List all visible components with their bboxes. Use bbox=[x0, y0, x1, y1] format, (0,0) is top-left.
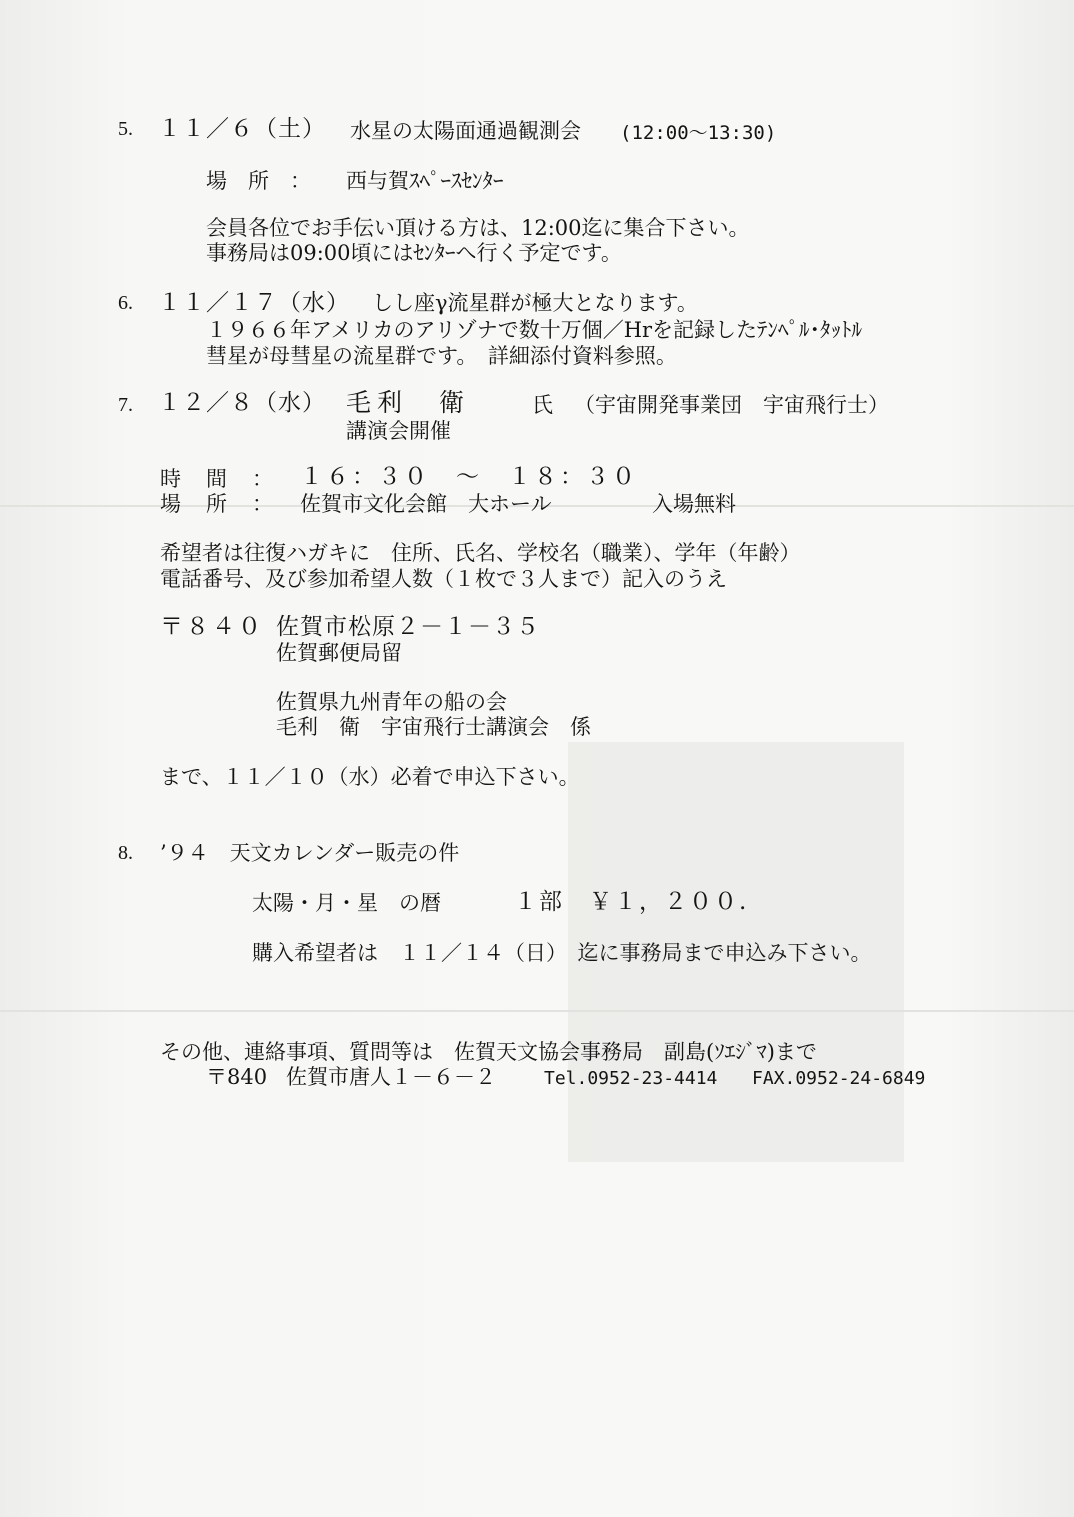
item8-product: 太陽・月・星 の暦 bbox=[252, 891, 441, 915]
contact-line1: その他、連絡事項、質問等は 佐賀天文協会事務局 副島(ｿｴｼﾞﾏ)まで bbox=[160, 1040, 817, 1064]
item8-order: 購入希望者は １１／１４（日） 迄に事務局まで申込み下さい。 bbox=[252, 941, 872, 965]
item5-venue: 西与賀ｽﾍﾟｰｽｾﾝﾀｰ bbox=[346, 169, 504, 193]
item8-number: 8. bbox=[118, 842, 133, 864]
contact-tel: Tel.0952-23-4414 bbox=[544, 1068, 718, 1089]
item7-event: 講演会開催 bbox=[346, 419, 451, 443]
item7-apply2: 電話番号、及び参加希望人数（１枚で３人まで）記入のうえ bbox=[160, 567, 727, 591]
item8-price: １部 ￥１，２００. bbox=[514, 889, 749, 915]
paper-fold-line bbox=[0, 1010, 1074, 1012]
item5-title: 水星の太陽面通過観測会 bbox=[350, 119, 581, 143]
contact-fax: FAX.0952-24-6849 bbox=[752, 1068, 926, 1089]
item7-place-label: 場 所 ： bbox=[160, 492, 275, 516]
item7-time: １６：３０ ～ １８：３０ bbox=[300, 464, 638, 490]
item7-number: 7. bbox=[118, 394, 133, 416]
item6-date: １１／１７（水） bbox=[158, 290, 350, 316]
item7-apply1: 希望者は往復ハガキに 住所、氏名、学校名（職業）、学年（年齢） bbox=[160, 541, 801, 565]
item7-affiliation: （宇宙開発事業団 宇宙飛行士） bbox=[574, 393, 889, 417]
item5-note2: 事務局は09:00頃にはｾﾝﾀｰへ行く予定です。 bbox=[206, 241, 622, 265]
item6-title: しし座γ流星群が極大となります。 bbox=[372, 291, 698, 315]
item6-number: 6. bbox=[118, 292, 133, 314]
item7-admission: 入場無料 bbox=[652, 492, 736, 516]
item7-honorific: 氏 bbox=[532, 393, 553, 417]
item7-recipient1: 佐賀県九州青年の船の会 bbox=[276, 690, 507, 714]
item7-address1: 佐賀市松原２－１－３５ bbox=[276, 614, 540, 640]
item5-time: (12:00～13:30) bbox=[620, 122, 777, 144]
item7-recipient2: 毛利 衛 宇宙飛行士講演会 係 bbox=[276, 715, 591, 739]
item7-postal: 〒８４０ bbox=[160, 614, 264, 640]
item8-title: ’９４ 天文カレンダー販売の件 bbox=[160, 841, 460, 865]
item5-number: 5. bbox=[118, 118, 133, 140]
item7-date: １２／８（水） bbox=[158, 390, 326, 416]
item5-venue-label: 場 所 ： bbox=[206, 169, 311, 193]
item7-place: 佐賀市文化会館 大ホール bbox=[300, 492, 552, 516]
item7-time-label: 時 間 ： bbox=[160, 467, 275, 491]
item7-deadline: まで、１１／１０（水）必着で申込下さい。 bbox=[160, 765, 580, 789]
item6-line1: １９６６年アメリカのアリゾナで数十万個／Hrを記録したﾃﾝﾍﾟﾙ･ﾀｯﾄﾙ bbox=[206, 318, 863, 342]
contact-postal: 〒840 bbox=[206, 1065, 268, 1089]
item7-speaker: 毛利 衛 bbox=[346, 388, 471, 417]
item5-note1: 会員各位でお手伝い頂ける方は、12:00迄に集合下さい。 bbox=[206, 216, 750, 240]
contact-address: 佐賀市唐人１－６－２ bbox=[286, 1065, 496, 1089]
item5-date: １１／６（土） bbox=[158, 116, 326, 142]
item6-line2: 彗星が母彗星の流星群です。 詳細添付資料参照。 bbox=[206, 344, 677, 368]
item7-address2: 佐賀郵便局留 bbox=[276, 641, 402, 665]
